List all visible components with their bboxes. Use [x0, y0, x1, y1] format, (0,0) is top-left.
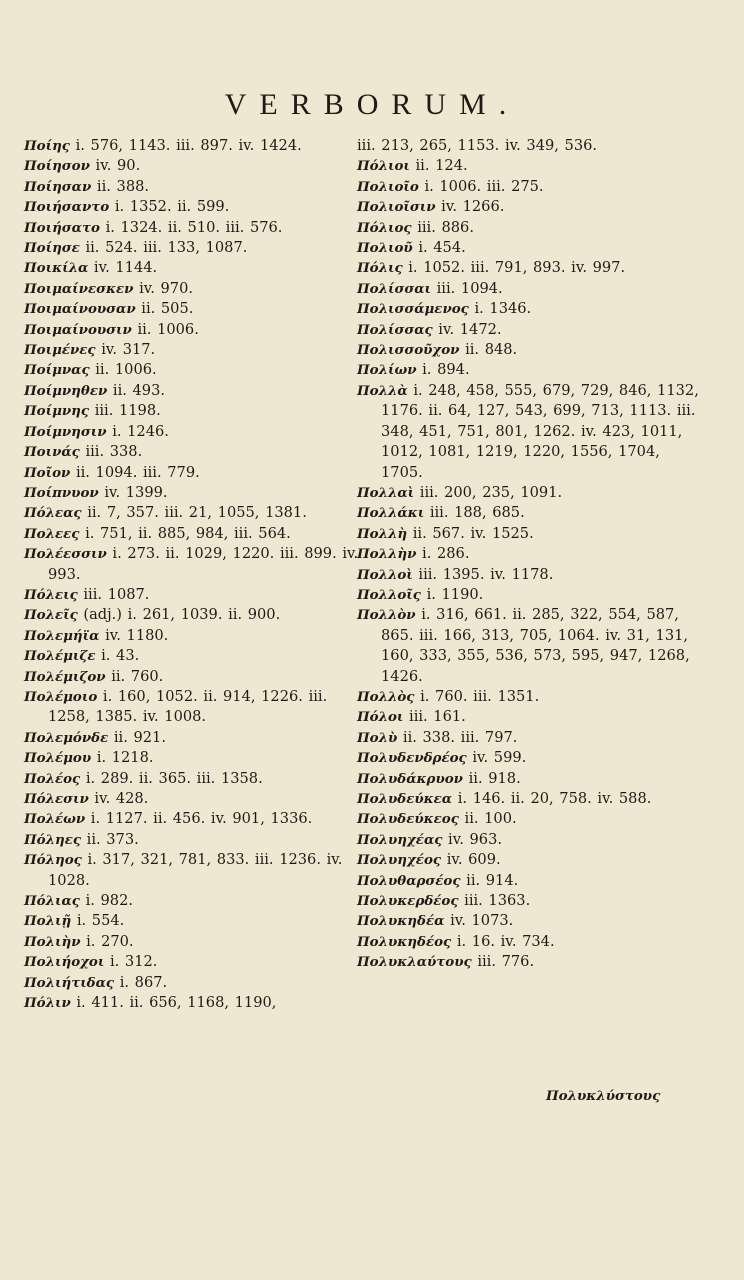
references: i. 411. ii. 656, 1168, 1190,: [76, 994, 277, 1012]
headword: Πόλεας: [24, 505, 82, 522]
references: iii. 886.: [417, 218, 474, 236]
headword: Πολυδάκρυον: [357, 770, 463, 787]
references: iv. 1073.: [450, 912, 514, 930]
references: iii. 1198.: [94, 402, 161, 420]
references: iii. 776.: [477, 953, 535, 971]
headword: Πόληος: [24, 852, 82, 869]
references: i. 1352. ii. 599.: [114, 198, 230, 216]
headword: Ποίμνησιν: [24, 423, 107, 440]
references: i. 1006. iii. 275.: [424, 177, 544, 195]
references: ii. 124.: [415, 157, 468, 175]
headword: Ποίπνυον: [24, 484, 99, 501]
index-entry: [357, 728, 702, 748]
index-entry: [357, 524, 702, 544]
index-entry: [24, 667, 369, 687]
references: ii. 848.: [465, 341, 518, 359]
headword: Πολέων: [24, 811, 86, 828]
headword: Ποίμνας: [24, 362, 90, 379]
index-entry: [24, 136, 369, 156]
index-entry: [24, 993, 369, 1013]
references: i. 273. ii. 1029, 1220. iii. 899. iv. 993.: [48, 545, 359, 583]
references: iii. 213, 265, 1153. iv. 349, 536.: [357, 137, 598, 154]
index-entry: [24, 911, 369, 931]
headword: Ποιμαίνουσαν: [24, 301, 136, 318]
index-entry: [24, 177, 369, 197]
index-entry: [24, 156, 369, 176]
headword: Ποίμνης: [24, 403, 90, 420]
headword: Πόλις: [357, 260, 403, 277]
index-entry: [24, 605, 369, 625]
references: ii. 918.: [468, 769, 521, 787]
index-entry: [357, 789, 702, 809]
index-entry: [357, 279, 702, 299]
index-entry: [357, 544, 702, 564]
headword: Ποιήσαντο: [24, 199, 110, 216]
headword: Ποινάς: [24, 444, 80, 461]
references: i. 317, 321, 781, 833. iii. 1236. iv. 1028.: [48, 851, 343, 889]
references: i. 1127. ii. 456. iv. 901, 1336.: [90, 810, 313, 828]
index-entry: [24, 932, 369, 952]
headword: Πολέμου: [24, 750, 92, 767]
references: ii. 493.: [112, 381, 166, 399]
headword: Πολλοῖς: [357, 586, 421, 603]
headword: Πολλὸν: [357, 607, 416, 624]
references: i. 146. ii. 20, 758. iv. 588.: [457, 790, 652, 807]
headword: Πόλιας: [24, 893, 80, 910]
references: ii. 921.: [113, 728, 166, 746]
headword: Πολέμιζε: [24, 648, 96, 665]
headword: Πολυθαρσέος: [357, 872, 461, 889]
index-entry: [24, 748, 369, 768]
references: ii. 7, 357. iii. 21, 1055, 1381.: [87, 504, 307, 522]
references: i. 248, 458, 555, 679, 729, 846, 1132, 1176. ii. 64, 127, 543, 699, 713, 1113. iii. 348, 451, 751, 801, 1262. iv. 423, 1011, 1012, 1081, 1219, 1220, 1556, 1704, 1705.: [381, 381, 699, 481]
headword: Ποῖον: [24, 464, 71, 481]
headword: Ποιήσατο: [24, 219, 100, 236]
headword: Πολλὰ: [357, 382, 408, 399]
index-entry: [24, 524, 369, 544]
references: ii. 388.: [96, 177, 150, 195]
references: ii. 567. iv. 1525.: [412, 524, 534, 542]
references: i. 312.: [109, 953, 158, 971]
headword: Πόληες: [24, 831, 82, 848]
headword: Πολὺ: [357, 729, 398, 746]
headword: Ποιμαίνουσιν: [24, 321, 132, 338]
references: iv. 1144.: [93, 259, 158, 277]
index-entry: [357, 360, 702, 380]
references: iii. 161.: [409, 708, 466, 726]
references: iii. 200, 235, 1091.: [419, 483, 563, 501]
headword: Πολέεσσιν: [24, 546, 107, 563]
headword: Ποίης: [24, 138, 70, 154]
headword: Πολισσάμενος: [357, 301, 469, 318]
references: i. 1190.: [426, 585, 484, 603]
index-entry: [24, 789, 369, 809]
index-entry: [24, 299, 369, 319]
headword: Πολισσοῦχον: [357, 342, 460, 359]
index-entry: [357, 687, 702, 707]
index-entry: [24, 320, 369, 340]
references: ii. 1094. iii. 779.: [75, 463, 200, 481]
headword: Ποίμνηθεν: [24, 382, 108, 399]
references: i. 554.: [76, 912, 125, 930]
headword: Πολεμόνδε: [24, 729, 109, 746]
headword: Πολυδεύκεα: [357, 791, 453, 807]
left-column: [24, 136, 369, 1013]
references: ii. 524. iii. 133, 1087.: [85, 239, 248, 257]
index-entry: [24, 769, 369, 789]
headword: Πολλὸς: [357, 688, 415, 705]
references: i. 982.: [85, 892, 134, 910]
references: iv. 428.: [94, 790, 149, 807]
headword: Πολιοῦ: [357, 240, 413, 257]
references: iv. 1180.: [105, 626, 169, 644]
references: i. 1346.: [474, 300, 532, 318]
index-entry: [357, 850, 702, 870]
index-entry: [24, 850, 369, 891]
references: iv. 963.: [448, 830, 502, 848]
index-entry: [24, 728, 369, 748]
headword: Πολίσσαι: [357, 280, 431, 297]
index-entry: [357, 952, 702, 972]
headword: Πολιοῖσιν: [357, 199, 436, 216]
right-column: [357, 136, 702, 973]
references: i. 316, 661. ii. 285, 322, 554, 587, 865. iii. 166, 313, 705, 1064. iv. 31, 131, 160, 333, 355, 536, 573, 595, 947, 1268, 1426.: [381, 606, 690, 685]
index-entry: [24, 891, 369, 911]
index-entry: [357, 891, 702, 911]
index-entry: [24, 973, 369, 993]
index-entry: [357, 218, 702, 238]
headword: Πολλὴν: [357, 546, 417, 563]
index-entry: [357, 871, 702, 891]
index-entry: [24, 442, 369, 462]
headword: Ποίησον: [24, 158, 90, 175]
index-entry: [24, 585, 369, 605]
headword: Πολυηχέος: [357, 852, 442, 869]
references: iii. 1395. iv. 1178.: [418, 565, 554, 583]
index-entry: [24, 809, 369, 829]
index-entry: [357, 932, 702, 952]
index-entry: [24, 483, 369, 503]
headword: Ποιμαίνεσκεν: [24, 280, 134, 297]
catchword: Πολυκλύστους: [546, 1088, 661, 1104]
index-entry: [24, 422, 369, 442]
headword: Πόλεις: [24, 586, 78, 603]
index-entry: [24, 218, 369, 238]
index-entry: [24, 830, 369, 850]
index-entry: [357, 748, 702, 768]
headword: Ποίησε: [24, 240, 80, 257]
references: ii. 338. iii. 797.: [402, 728, 518, 746]
headword: Πολιοῖο: [357, 178, 419, 195]
index-entry: [357, 320, 702, 340]
references: iv. 317.: [101, 341, 156, 359]
index-entry: [357, 911, 702, 931]
references: i. 867.: [119, 973, 168, 991]
references: iv. 1472.: [438, 320, 502, 338]
index-entry: [24, 646, 369, 666]
headword: Πολίων: [357, 362, 417, 379]
references: (adj.) i. 261, 1039. ii. 900.: [83, 606, 281, 624]
index-entry: [357, 769, 702, 789]
references: i. 1218.: [96, 749, 154, 767]
headword: Πόλοι: [357, 709, 404, 726]
index-entry: [24, 238, 369, 258]
index-entry: [24, 687, 369, 728]
references: i. 289. ii. 365. iii. 1358.: [85, 769, 263, 787]
references: iv. 970.: [139, 279, 194, 297]
headword: Πολίσσας: [357, 321, 433, 338]
references: iii. 1363.: [464, 892, 531, 910]
page-header: VERBORUM.: [224, 88, 520, 121]
index-entry: [24, 279, 369, 299]
references: iii. 338.: [85, 443, 143, 461]
headword: Πολυηχέας: [357, 831, 443, 848]
references: iii. 1094.: [436, 279, 503, 297]
index-entry: [24, 463, 369, 483]
index-entry: [357, 340, 702, 360]
headword: Πολλοὶ: [357, 566, 413, 583]
references: iii. 188, 685.: [429, 504, 525, 522]
headword: Πολλὴ: [357, 525, 408, 542]
references: i. 576, 1143. iii. 897. iv. 1424.: [75, 137, 302, 154]
headword: Πολυκλαύτους: [357, 954, 472, 971]
references: ii. 505.: [141, 300, 194, 318]
index-entry: [24, 952, 369, 972]
index-entry: [357, 258, 702, 278]
references: iv. 90.: [95, 157, 141, 175]
references: i. 751, ii. 885, 984, iii. 564.: [85, 524, 291, 542]
references: i. 43.: [101, 647, 140, 665]
headword: Πολιήτιδας: [24, 974, 115, 991]
headword: Πολυκηδέα: [357, 913, 445, 930]
headword: Πόλιοι: [357, 158, 410, 175]
headword: Πολλαὶ: [357, 484, 415, 501]
index-entry: [24, 381, 369, 401]
headword: Πολεες: [24, 525, 80, 542]
index-entry: [24, 544, 369, 585]
headword: Πόλεσιν: [24, 791, 89, 807]
headword: Πολυδενδρέος: [357, 750, 467, 767]
index-entry: [24, 340, 369, 360]
headword: Ποιμένες: [24, 342, 96, 359]
index-entry: [24, 197, 369, 217]
references: ii. 100.: [464, 810, 517, 828]
references: ii. 914.: [466, 871, 519, 889]
references: i. 894.: [422, 361, 470, 379]
index-entry: [24, 503, 369, 523]
index-entry: [357, 177, 702, 197]
index-entry: [357, 503, 702, 523]
references: ii. 373.: [86, 830, 139, 848]
references: ii. 1006.: [95, 361, 157, 379]
index-entry: [357, 707, 702, 727]
references: i. 286.: [422, 545, 470, 563]
references: i. 270.: [86, 932, 134, 950]
headword: Πολλάκι: [357, 505, 425, 522]
index-entry: [357, 238, 702, 258]
headword: Πολυκηδέος: [357, 933, 452, 950]
references: i. 1246.: [112, 422, 169, 440]
index-entry: [357, 605, 702, 687]
references: i. 160, 1052. ii. 914, 1226. iii. 1258, 1385. iv. 1008.: [48, 687, 328, 726]
headword: Πόλιος: [357, 219, 412, 236]
index-entry: [357, 136, 702, 156]
headword: Πολέος: [24, 770, 81, 787]
headword: Πολεῖς: [24, 607, 78, 624]
index-entry: [357, 156, 702, 176]
headword: Πολέμοιο: [24, 688, 98, 705]
references: iv. 599.: [472, 749, 527, 767]
index-entry: [357, 565, 702, 585]
references: i. 16. iv. 734.: [456, 932, 555, 950]
headword: Ποικίλα: [24, 260, 89, 277]
headword: Πολιήοχοι: [24, 954, 105, 971]
index-entry: [357, 299, 702, 319]
index-entry: [357, 585, 702, 605]
references: i. 760. iii. 1351.: [420, 687, 540, 705]
references: iv. 1399.: [104, 483, 168, 501]
headword: Πολεμήϊα: [24, 627, 100, 644]
headword: Πολυδεύκεος: [357, 811, 459, 828]
references: iii. 1087.: [83, 585, 150, 603]
headword: Πόλιν: [24, 995, 71, 1012]
headword: Ποίησαν: [24, 178, 92, 195]
index-entry: [24, 626, 369, 646]
references: iv. 1266.: [441, 198, 505, 216]
index-entry: [24, 258, 369, 278]
references: i. 454.: [418, 239, 466, 257]
references: i. 1324. ii. 510. iii. 576.: [105, 218, 283, 236]
index-entry: [357, 381, 702, 483]
references: iv. 609.: [446, 851, 501, 869]
index-entry: [357, 483, 702, 503]
references: ii. 1006.: [137, 320, 199, 338]
index-entry: [357, 197, 702, 217]
references: ii. 760.: [111, 667, 164, 685]
index-entry: [24, 401, 369, 421]
index-entry: [357, 830, 702, 850]
index-entry: [357, 809, 702, 829]
index-entry: [24, 360, 369, 380]
headword: Πολέμιζον: [24, 668, 106, 685]
headword: Πολιὴν: [24, 933, 81, 950]
references: i. 1052. iii. 791, 893. iv. 997.: [408, 259, 626, 277]
headword: Πολιῇ: [24, 913, 72, 930]
headword: Πολυκερδέος: [357, 893, 459, 910]
